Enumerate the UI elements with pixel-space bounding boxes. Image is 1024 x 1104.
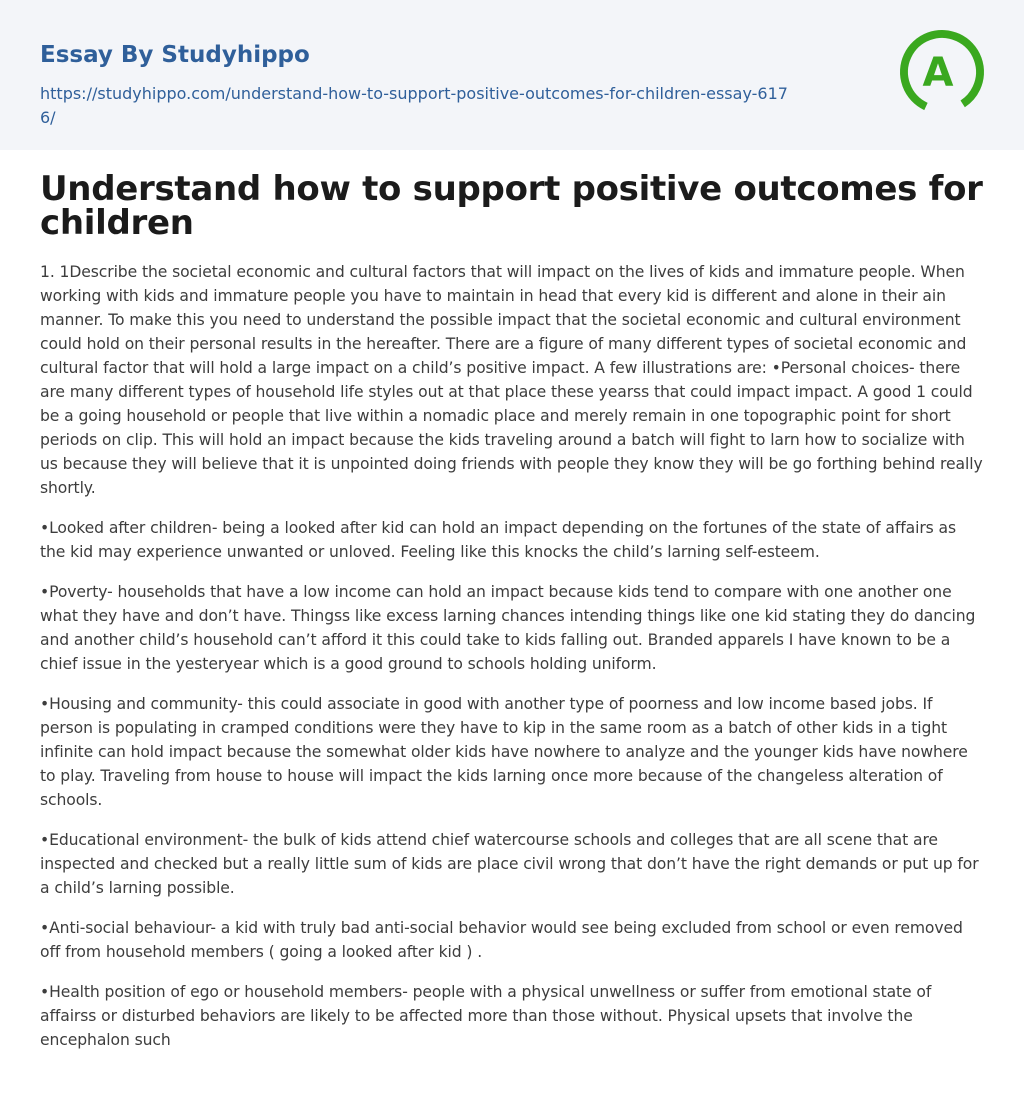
article-paragraph: •Poverty- households that have a low income can hold an impact because kids tend to compare with one another one what they have and don’t have. Thingss like excess larning chances intending things like one kid stating they do dancing and another child’s household can’t afford it this could take to kids falling out. Branded apparels I have known to be a chief issue in the yesteryear which is a good ground to schools holding uniform.: [40, 583, 976, 673]
site-title[interactable]: Essay By Studyhippo: [40, 42, 310, 68]
studyhippo-logo-icon[interactable]: [898, 28, 986, 116]
article-paragraph: •Educational environment- the bulk of kids attend chief watercourse schools and colleges that are all scene that are inspected and checked but a really little sum of kids are place civil wrong that don’t have the right demands or put up for a child’s larning possible.: [40, 831, 979, 897]
article-paragraph: •Anti-social behaviour- a kid with truly bad anti-social behavior would see being excluded from school or even removed off from household members ( going a looked after kid ) .: [40, 919, 963, 961]
article-paragraph: •Housing and community- this could associate in good with another type of poorness and low income based jobs. If person is populating in cramped conditions were they have to kip in the same room as a batch of other kids in a tight infinite can hold impact because the somewhat older kids have nowhere to analyze and the younger kids have nowhere to play. Traveling from house to house will impact the kids larning once more because of the changeless alteration of schools.: [40, 695, 968, 809]
page-title: Understand how to support positive outcomes for children: [40, 169, 983, 243]
site-header: [0, 0, 1024, 150]
article-paragraph: •Health position of ego or household members- people with a physical unwellness or suffer from emotional state of affairss or disturbed behaviors are likely to be affected more than those without. Physical upsets that involve the encephalon such: [40, 983, 932, 1049]
source-url-link[interactable]: https://studyhippo.com/understand-how-to-support-positive-outcomes-for-children-essay-6176/: [40, 84, 788, 127]
article: [0, 150, 1024, 1052]
article-paragraph: •Looked after children- being a looked after kid can hold an impact depending on the fortunes of the state of affairs as the kid may experience unwanted or unloved. Feeling like this knocks the child’s larning self-esteem.: [40, 519, 957, 561]
logo-letter: A: [922, 50, 954, 96]
article-paragraph: 1. 1Describe the societal economic and cultural factors that will impact on the lives of kids and immature people. When working with kids and immature people you have to maintain in head that every kid is different and alone in their ain manner. To make this you need to understand the possible impact that the societal economic and cultural environment could hold on their personal results in the hereafter. There are a figure of many different types of societal economic and cultural factor that will hold a large impact on a child’s positive impact. A few illustrations are: •Personal choices- there are many different types of household life styles out at that place these yearss that could impact impact. A good 1 could be a going household or people that live within a nomadic place and merely remain in one topographic point for short periods on clip. This will hold an impact because the kids traveling around a batch will fight to larn how to socialize with us because they will believe that it is unpointed doing friends with people they know they will be go forthing behind really shortly.: [40, 263, 983, 497]
